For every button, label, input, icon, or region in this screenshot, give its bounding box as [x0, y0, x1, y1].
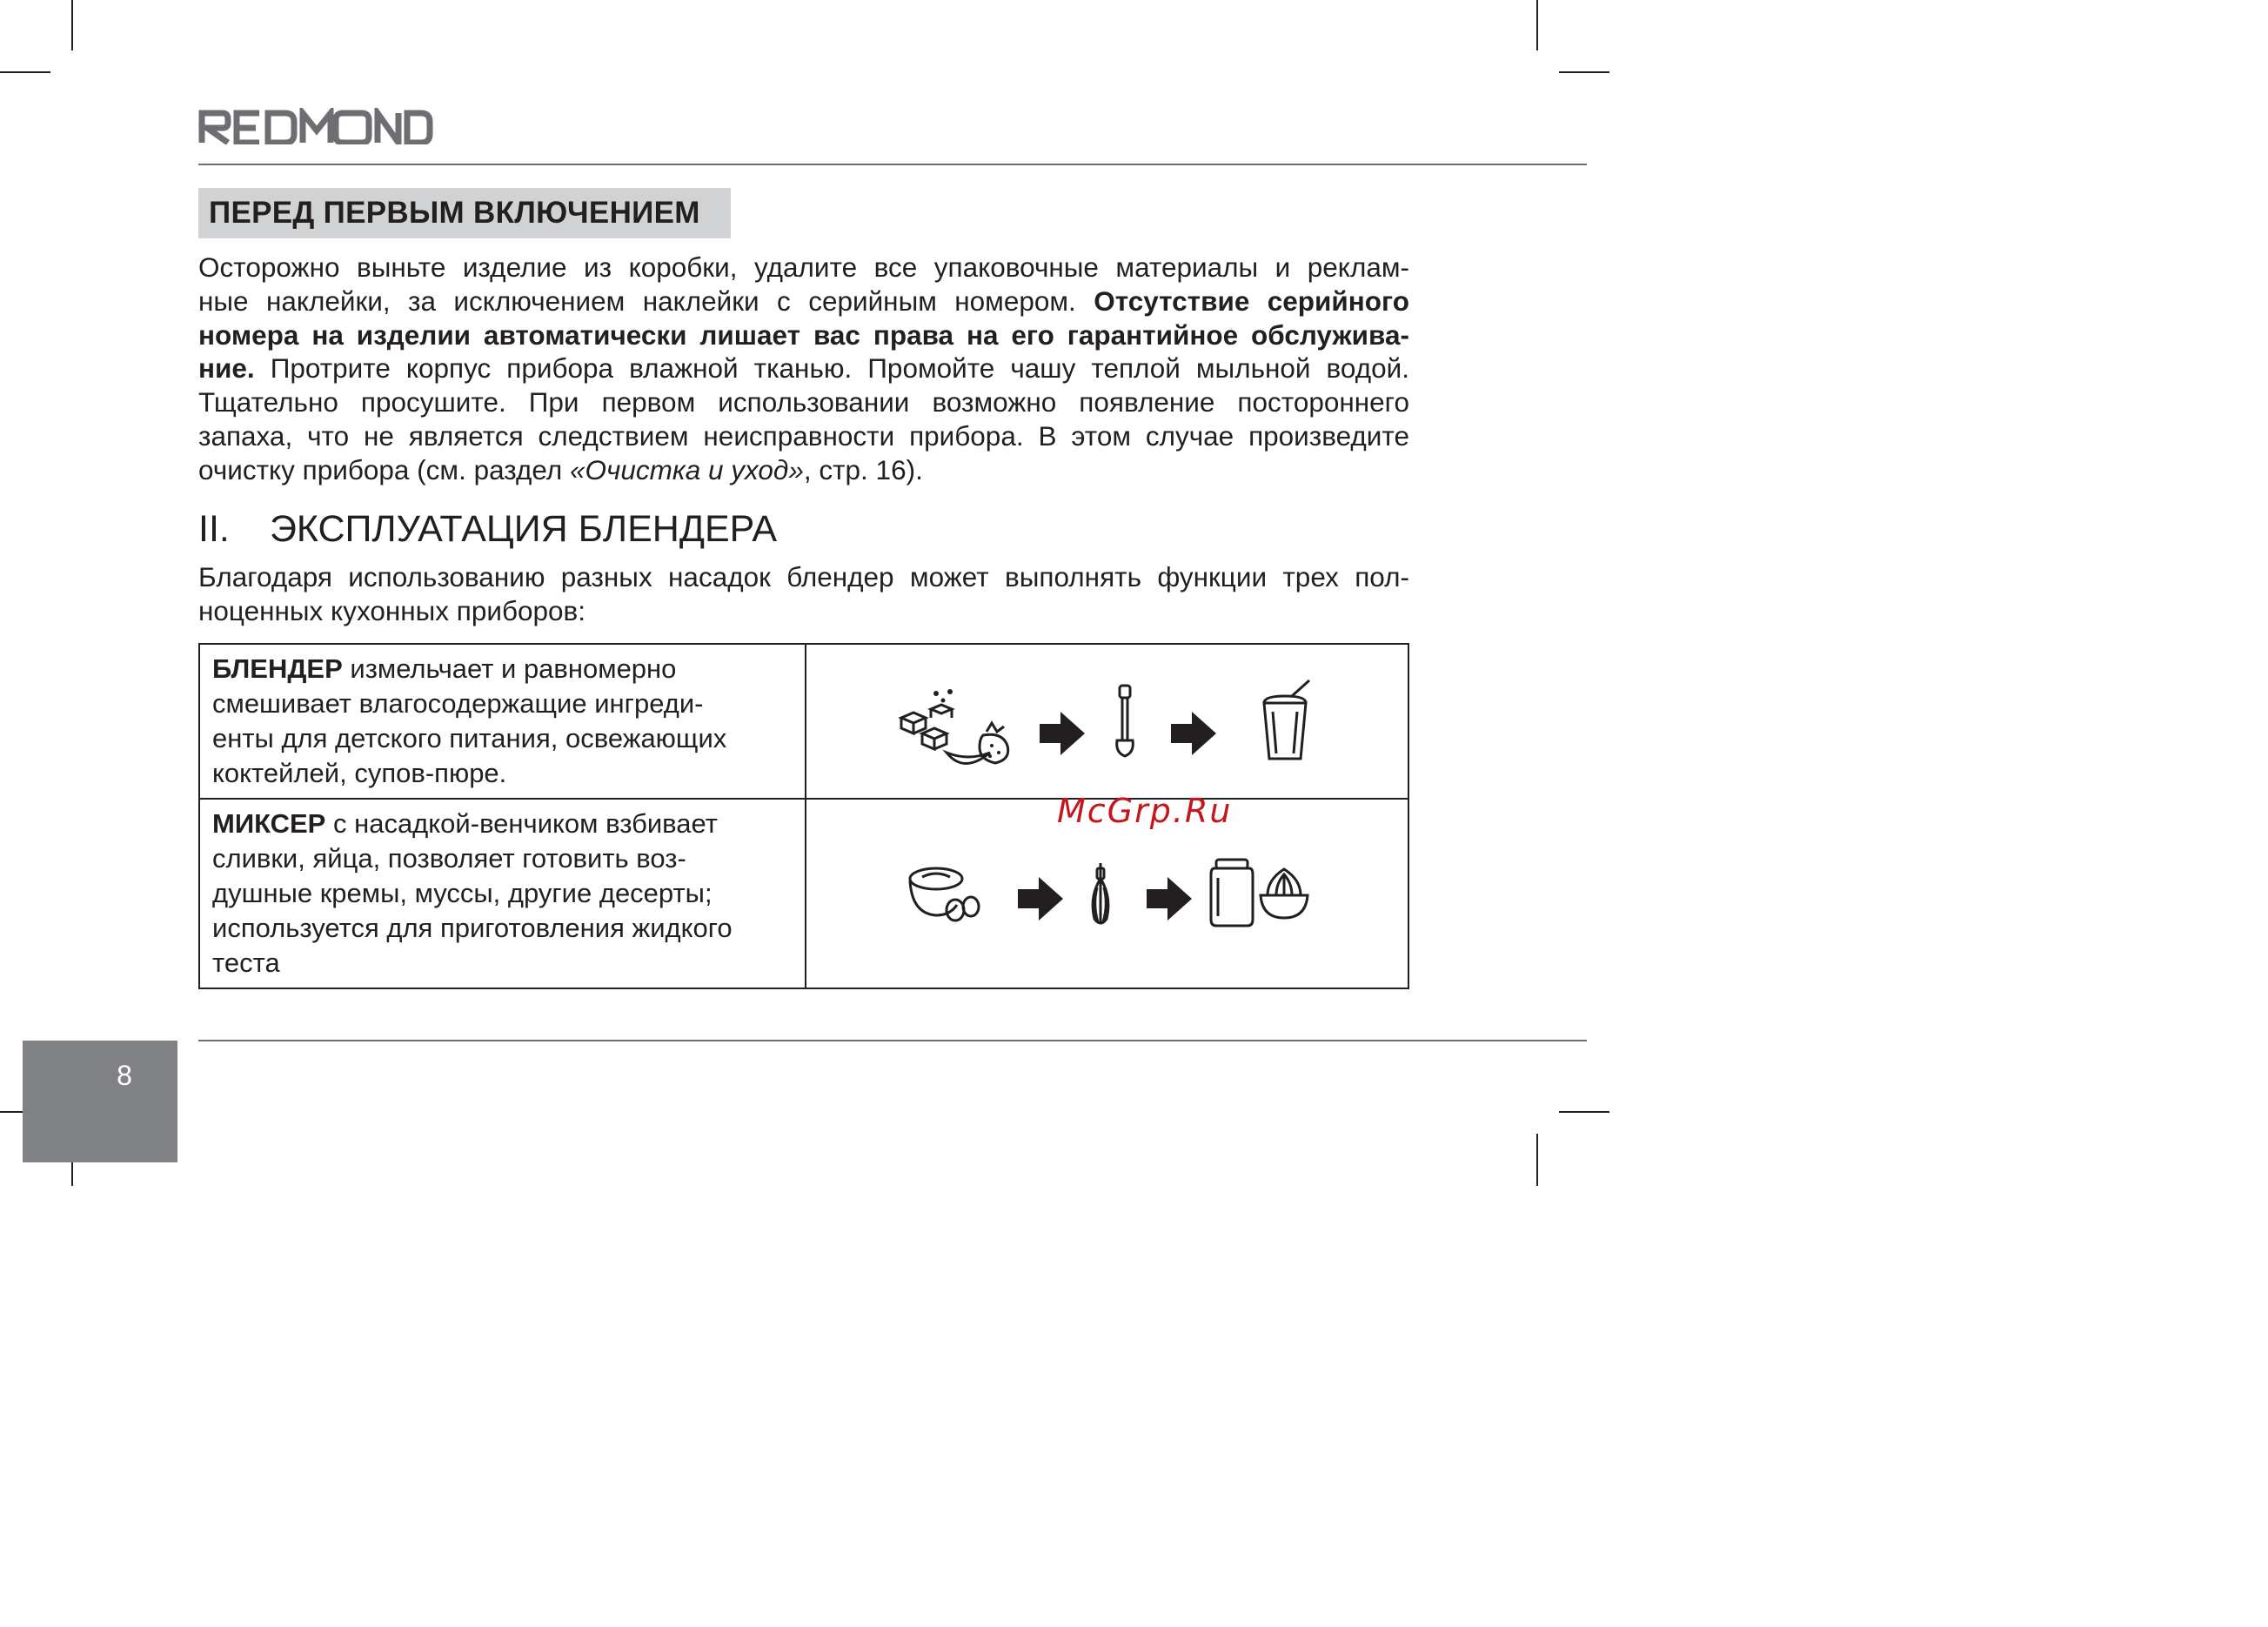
- arrow-right-icon: [1147, 877, 1192, 921]
- text-line: [198, 453, 1409, 487]
- text-line: ноценных кухонных приборов:: [198, 594, 586, 626]
- arrow-right-icon: [1018, 877, 1063, 921]
- text-line: енты для детского питания, освежающих: [212, 723, 727, 753]
- text-line: коктейлей, супов-пюре.: [212, 758, 507, 788]
- page-number: 8: [117, 1060, 132, 1091]
- crop-mark: [1536, 1134, 1538, 1186]
- crop-mark: [1559, 1111, 1609, 1113]
- text-run: очистку прибора (см. раздел: [198, 453, 570, 485]
- function-description: [199, 799, 806, 988]
- text-line: номера на изделии автоматически лишает вас права на его гарантийное обслужива-: [198, 318, 1409, 351]
- chapter-name: ЭКСПЛУАТАЦИЯ БЛЕНДЕРА: [270, 508, 778, 550]
- text-line: сливки, яйца, позволяет готовить воз-: [212, 843, 686, 874]
- chapter-number: II.: [198, 508, 230, 550]
- text-line: [198, 285, 1409, 318]
- text-line: Благодаря использованию разных насадок блендер может выполнять функции трех пол-: [198, 561, 1409, 593]
- chapter-intro: [198, 560, 1409, 628]
- text-line: смешивает влагосодержащие ингреди-: [212, 688, 704, 719]
- text-run: измельчает и равномерно: [342, 653, 677, 684]
- text-line: [212, 807, 793, 841]
- text-line: используется для приготовления жидкого: [212, 913, 733, 943]
- function-name: МИКСЕР: [212, 808, 326, 839]
- text-run: Протрите корпус прибора влажной тканью. Промойте чашу теплой мыльной водой.: [254, 352, 1409, 385]
- text-run: ные наклейки, за исключением наклейки с серийным номером.: [198, 285, 1094, 317]
- cream-jar-icon: [1209, 857, 1254, 928]
- text-line: теста: [212, 947, 280, 978]
- text-line: Тщательно просушите. При первом использовании возможно появление постороннего: [198, 386, 1409, 418]
- bold-warning: ние.: [198, 352, 255, 385]
- dessert-bowl-icon: [1257, 866, 1311, 922]
- watermark: McGrp.Ru: [1057, 792, 1233, 830]
- text-line: душные кремы, муссы, другие десерты;: [212, 878, 713, 908]
- text-line: запаха, что не является следствием неисправности прибора. В этом случае произведите: [198, 419, 1409, 452]
- function-name: БЛЕНДЕР: [212, 653, 343, 684]
- whisk-icon: [1087, 861, 1114, 931]
- text-run: , стр. 16).: [803, 453, 923, 485]
- crop-mark: [71, 0, 73, 50]
- table-row: [199, 644, 1408, 799]
- section-heading: ПЕРЕД ПЕРВЫМ ВКЛЮЧЕНИЕМ: [198, 188, 731, 238]
- before-first-use-paragraph: [198, 251, 1409, 487]
- arrow-right-icon: [1171, 712, 1216, 755]
- crop-mark: [1536, 0, 1538, 50]
- text-line: Осторожно выньте изделие из коробки, удалите все упаковочные материалы и реклам-: [198, 251, 1409, 283]
- cross-reference: «Очистка и уход»: [570, 453, 804, 485]
- cocktail-glass-icon: [1257, 677, 1318, 764]
- page-number-tab: [23, 1041, 177, 1162]
- header-rule: [198, 164, 1587, 165]
- crop-mark: [0, 71, 50, 73]
- blender-stick-icon: [1112, 683, 1138, 761]
- text-run: с насадкой-венчиком взбивает: [325, 808, 718, 839]
- text-line: [212, 652, 793, 686]
- brand-logo: [198, 108, 433, 144]
- ice-fruit-icon: [896, 683, 1027, 770]
- bold-warning: Отсутствие серийного: [1094, 285, 1409, 317]
- chapter-title: [198, 505, 777, 553]
- crop-mark: [1559, 71, 1609, 73]
- footer-rule: [198, 1040, 1587, 1041]
- arrow-right-icon: [1040, 712, 1085, 755]
- bowl-eggs-icon: [905, 861, 983, 927]
- function-description: [199, 644, 806, 799]
- text-line: [198, 352, 1409, 385]
